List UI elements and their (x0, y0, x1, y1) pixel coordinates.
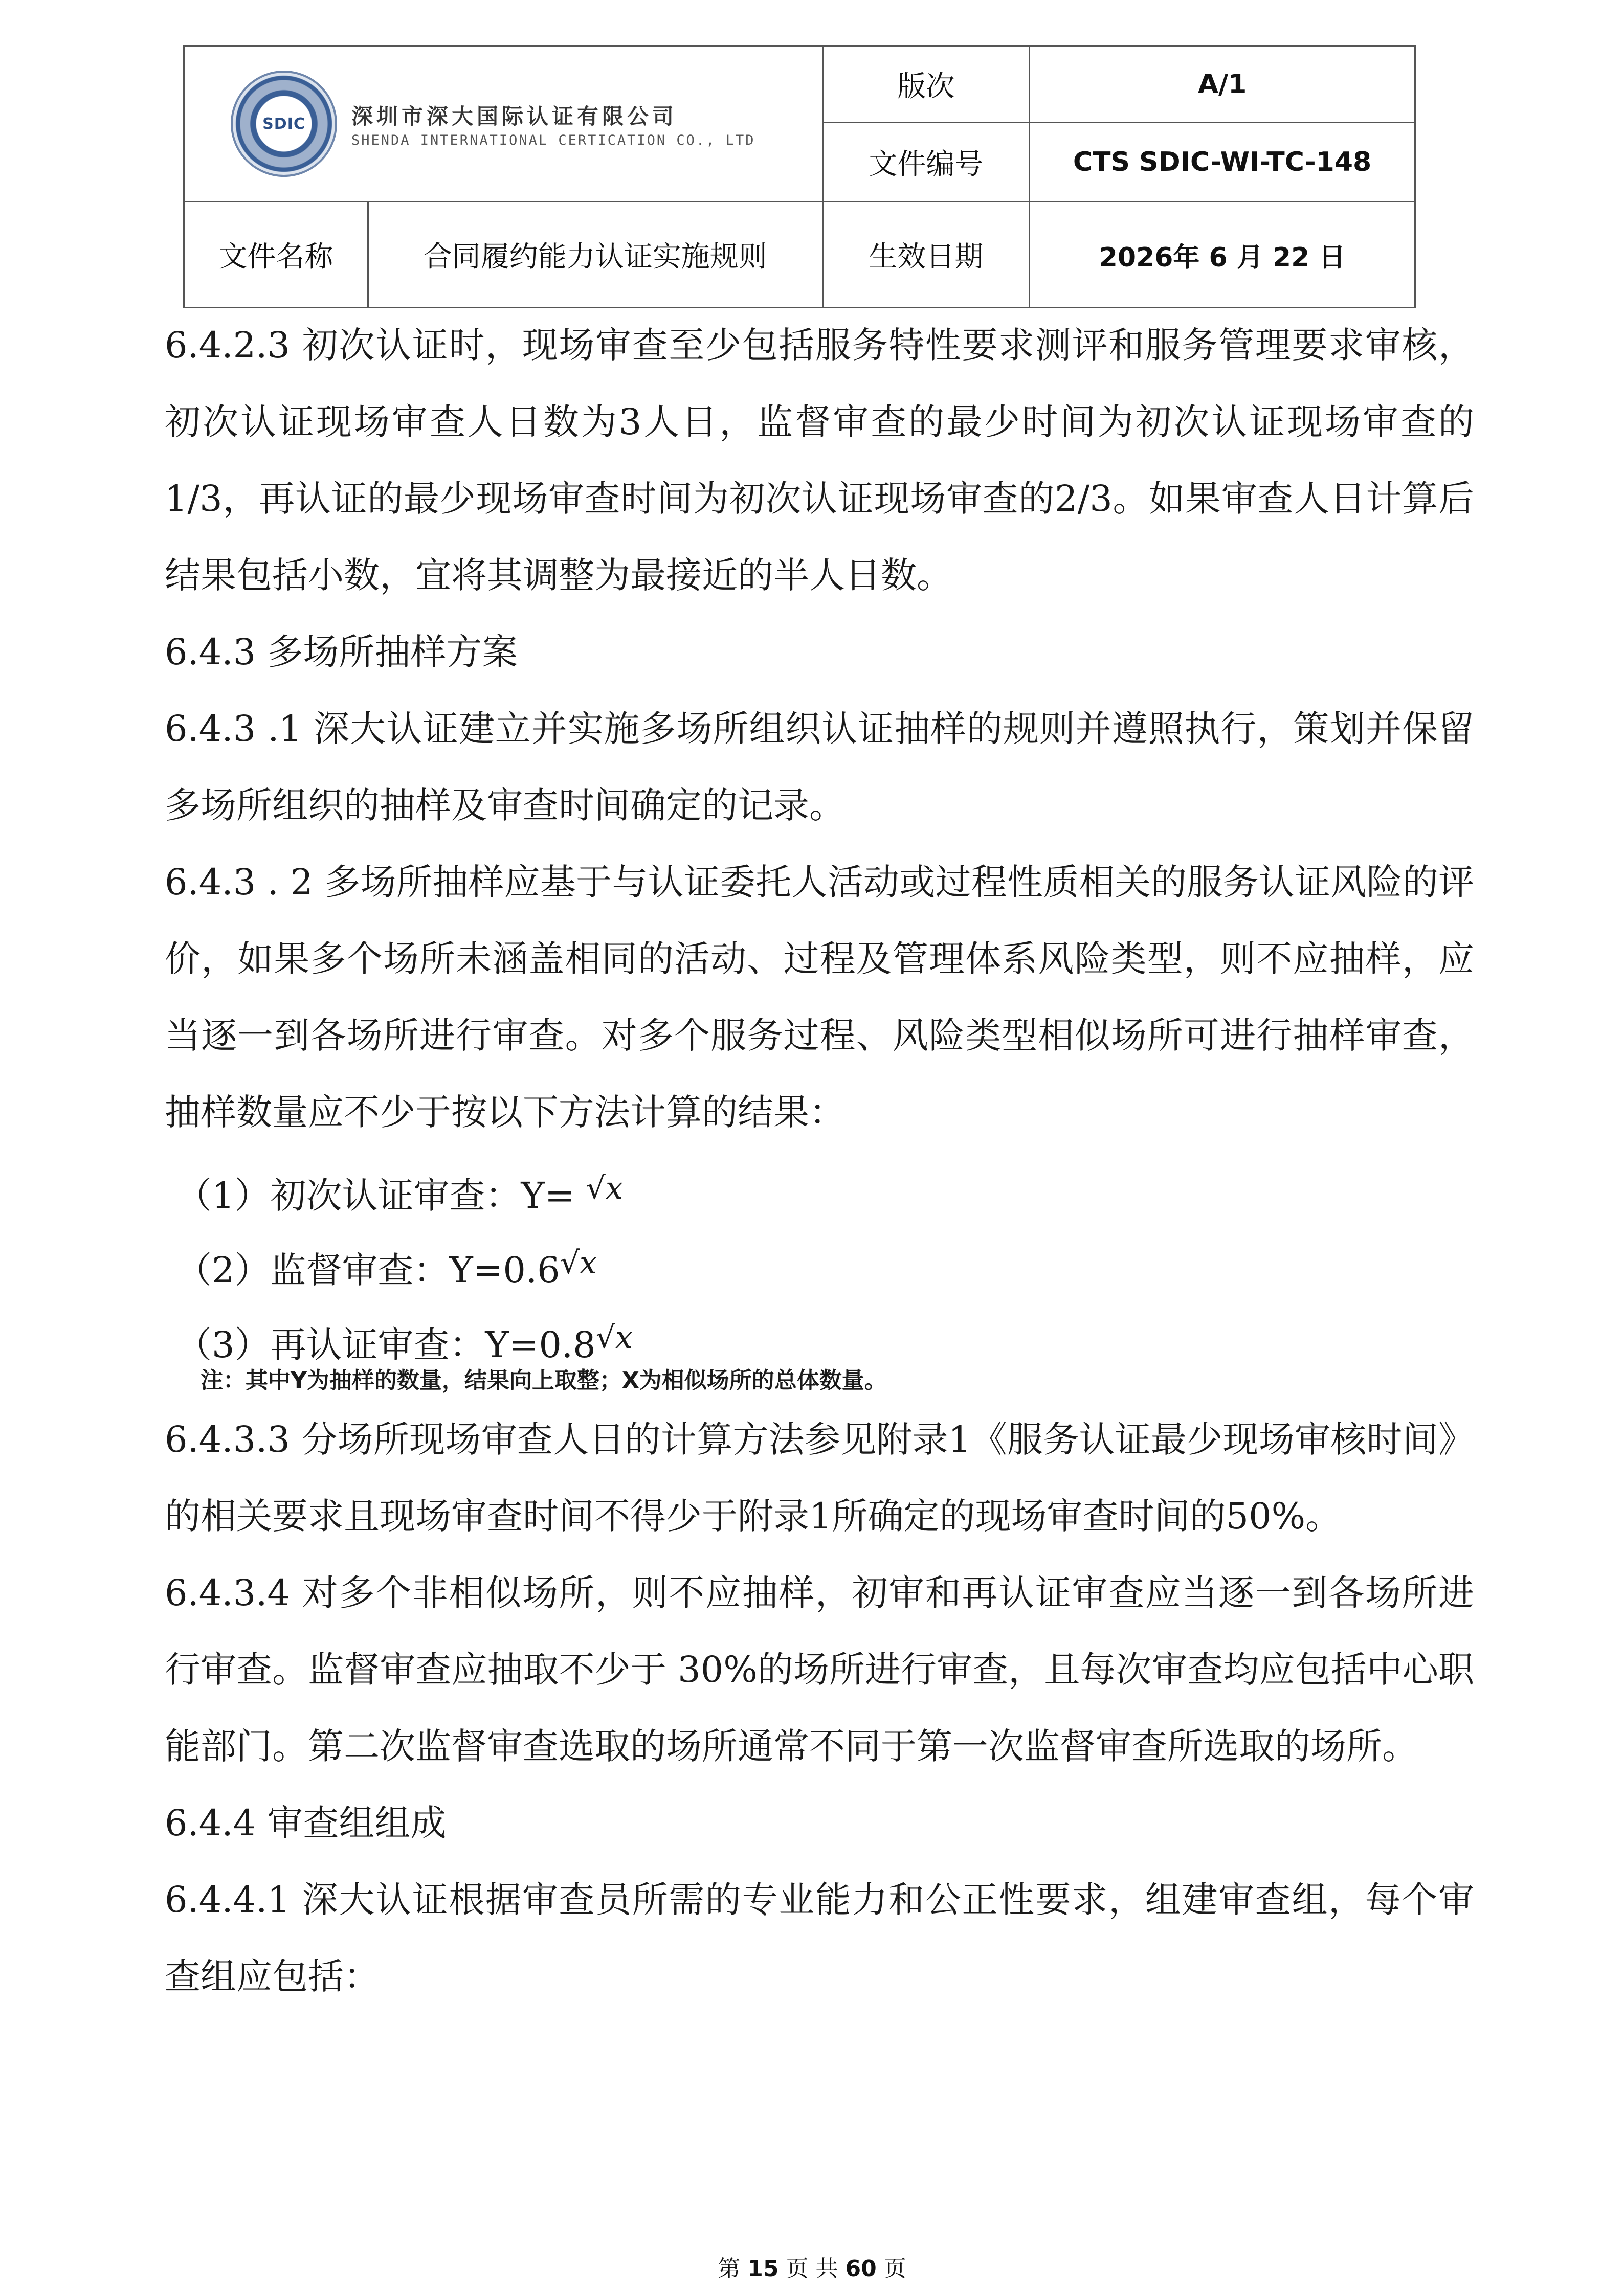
paragraph-6-4-3-4: 6.4.3.4 对多个非相似场所，则不应抽样，初审和再认证审查应当逐一到各场所进行审查。监督审查应抽取不少于 30%的场所进行审查，且每次审查均应包括中心职能部门。第二次监督审查选取的场所通常不同于第一次监督审查所选取的场所。 (165, 1572, 1474, 1767)
formula-initial (165, 1155, 1474, 1229)
heading-6-4-4: 6.4.4 审查组组成 (165, 1802, 447, 1844)
footer-middle: 页 共 (778, 2256, 846, 2282)
effective-date-value: 2026年 6 月 22 日 (1030, 202, 1415, 308)
total-pages: 60 (845, 2256, 877, 2282)
doc-name-value: 合同履约能力认证实施规则 (368, 202, 822, 308)
sqrt-x-icon: √x (560, 1245, 597, 1281)
heading-6-4-3: 6.4.3 多场所抽样方案 (165, 631, 518, 673)
effective-date-label: 生效日期 (822, 202, 1029, 308)
paragraph-6-4-4-1: 6.4.4.1 深大认证根据审查员所需的专业能力和公正性要求，组建审查组，每个审查组应包括： (165, 1879, 1474, 1997)
paragraph-6-4-3-3: 6.4.3.3 分场所现场审查人日的计算方法参见附录1《服务认证最少现场审核时间》的相关要求且现场审查时间不得少于附录1所确定的现场审查时间的50%。 (165, 1419, 1474, 1537)
footer-prefix: 第 (718, 2256, 748, 2282)
doc-number-value: CTS SDIC-WI-TC-148 (1030, 123, 1415, 202)
page-footer (0, 2250, 1624, 2283)
doc-number-label: 文件编号 (822, 123, 1029, 202)
formula-recertification-text: （3）再认证审查：Y=0.8 (176, 1324, 596, 1366)
seal-logo-text: SDIC (262, 115, 305, 133)
paragraph-6-4-3-1: 6.4.3 .1 深大认证建立并实施多场所组织认证抽样的规则并遵照执行，策划并保留多场所组织的抽样及审查时间确定的记录。 (165, 708, 1474, 826)
sqrt-x-icon: √x (595, 1320, 633, 1356)
company-name-en: SHENDA INTERNATIONAL CERTICATION CO., LTD (351, 132, 755, 148)
formula-surveillance (165, 1229, 1474, 1304)
document-header-table (183, 45, 1416, 308)
company-name-cn: 深圳市深大国际认证有限公司 (351, 103, 678, 129)
page-number: 15 (747, 2256, 779, 2282)
document-body (165, 307, 1474, 2015)
sqrt-x-icon: √x (586, 1170, 623, 1206)
version-value: A/1 (1030, 46, 1415, 123)
paragraph-6-4-3-2: 6.4.3 . 2 多场所抽样应基于与认证委托人活动或过程性质相关的服务认证风险的评价，如果多个场所未涵盖相同的活动、过程及管理体系风险类型，则不应抽样，应当逐一到各场所进行审查。对多个服务过程、风险类型相似场所可进行抽样审查，抽样数量应不少于按以下方法计算的结果： (165, 861, 1474, 1133)
version-label: 版次 (822, 46, 1029, 123)
footer-suffix: 页 (876, 2256, 906, 2282)
formula-surveillance-text: （2）监督审查：Y=0.6 (176, 1249, 560, 1291)
doc-name-label: 文件名称 (184, 202, 368, 308)
paragraph-6-4-2-3: 6.4.2.3 初次认证时，现场审查至少包括服务特性要求测评和服务管理要求审核，初次认证现场审查人日数为3人日，监督审查的最少时间为初次认证现场审查的1/3，再认证的最少现场审查时间为初次认证现场审查的2/3。如果审查人日计算后结果包括小数，宜将其调整为最接近的半人日数。 (165, 324, 1474, 596)
formula-initial-text: （1）初次认证审查：Y= (176, 1175, 586, 1217)
company-seal-logo (231, 71, 337, 177)
company-logo-cell (184, 46, 823, 202)
formula-note: 注：其中Y为抽样的数量，结果向上取整；X为相似场所的总体数量。 (201, 1367, 887, 1393)
